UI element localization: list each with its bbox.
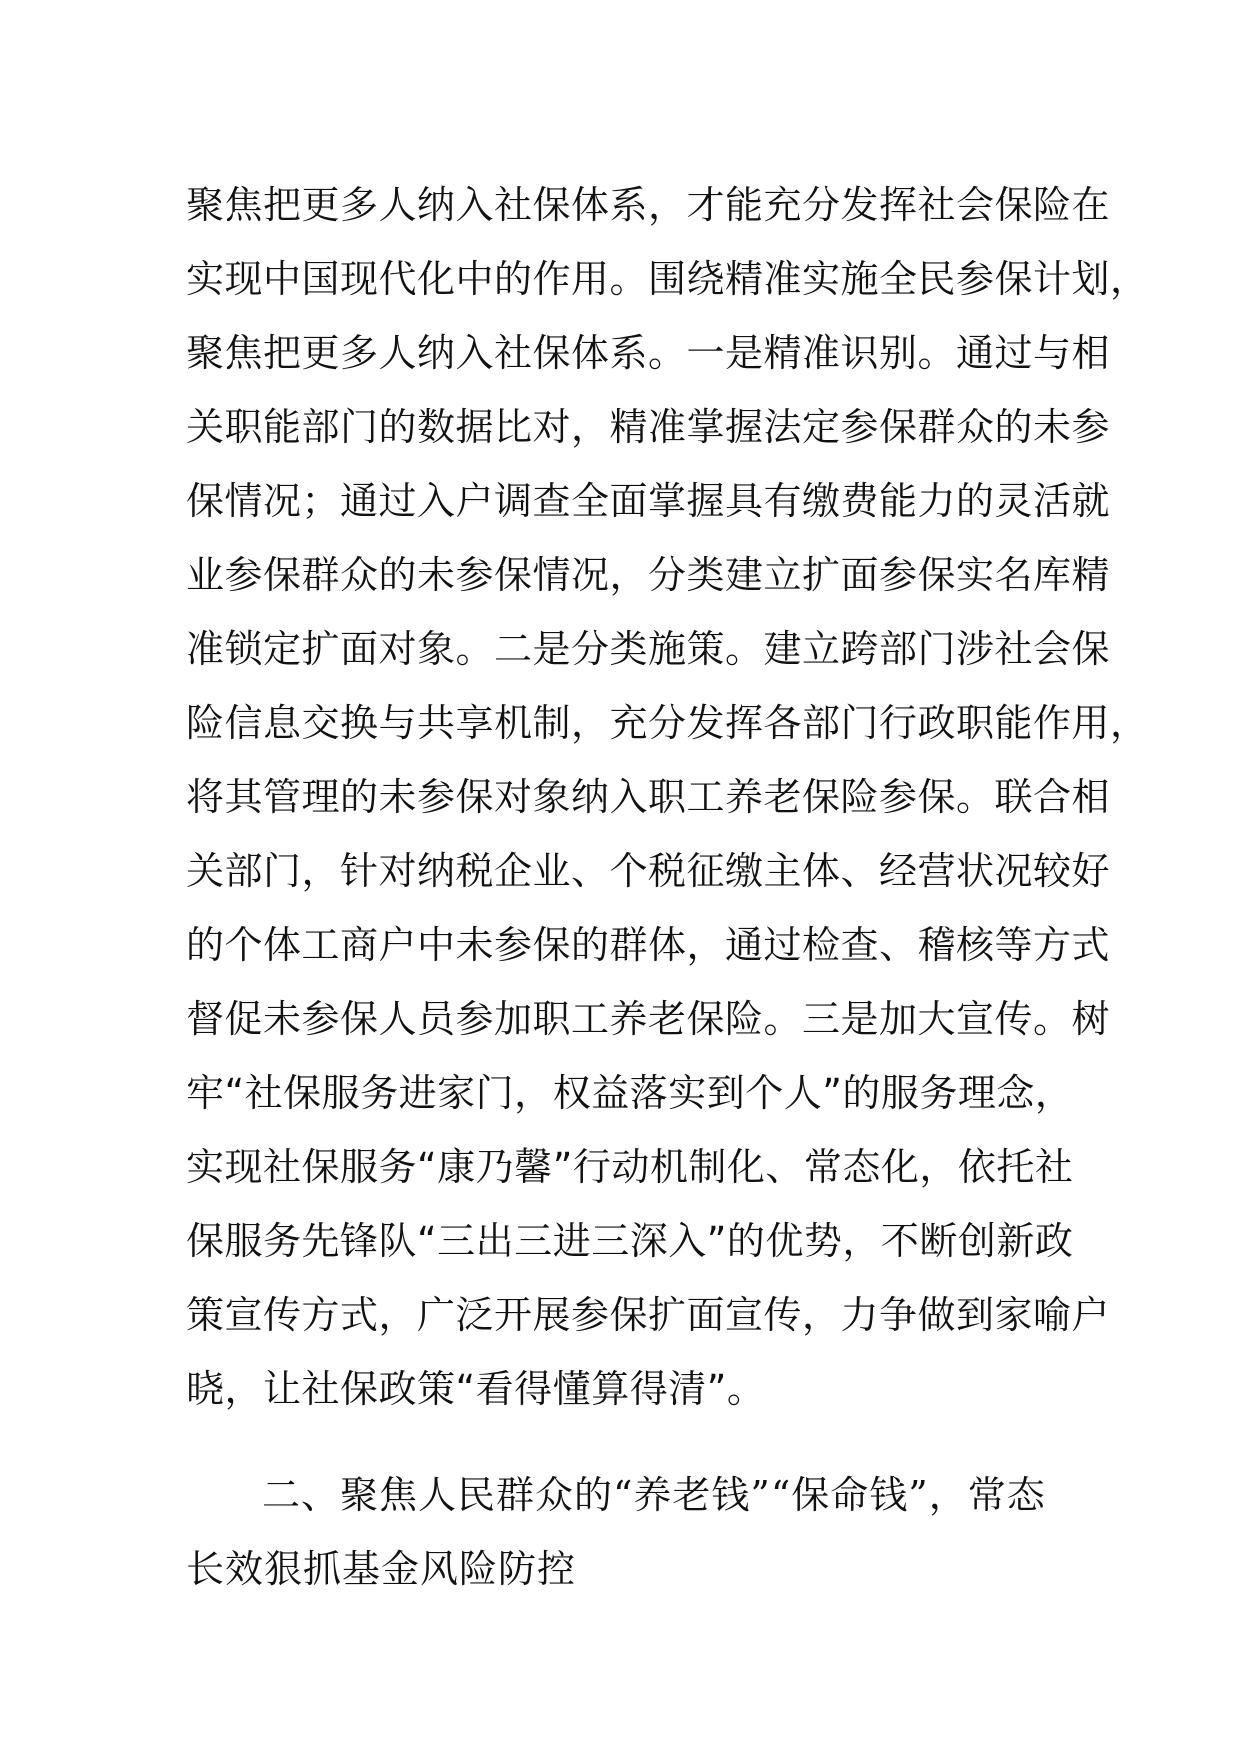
paragraph-line: 督促未参保人员参加职工养老保险。三是加大宣传。树 [186, 997, 1111, 1041]
paragraph-line: 牢“社保服务进家门，权益落实到个人”的服务理念， [186, 1071, 1074, 1115]
paragraph-line: 聚焦把更多人纳入社保体系。一是精准识别。通过与相 [186, 331, 1111, 375]
paragraph-line: 业参保群众的未参保情况，分类建立扩面参保实名库精 [186, 553, 1111, 597]
paragraph-line: 保服务先锋队“三出三进三深入”的优势，不断创新政 [186, 1219, 1074, 1263]
paragraph-line: 将其管理的未参保对象纳入职工养老保险参保。联合相 [186, 775, 1111, 819]
heading-line: 二、聚焦人民群众的“养老钱”“保命钱”，常态 [262, 1473, 1046, 1517]
paragraph-line: 的个体工商户中未参保的群体，通过检查、稽核等方式 [186, 923, 1111, 967]
paragraph-line: 聚焦把更多人纳入社保体系，才能充分发挥社会保险在 [186, 183, 1111, 227]
paragraph-line: 保情况；通过入户调查全面掌握具有缴费能力的灵活就 [186, 479, 1111, 523]
paragraph-line: 准锁定扩面对象。二是分类施策。建立跨部门涉社会保 [186, 627, 1111, 671]
heading-line: 长效狠抓基金风险防控 [186, 1547, 577, 1591]
section-heading [186, 1458, 1086, 1606]
paragraph-line: 险信息交换与共享机制，充分发挥各部门行政职能作用， [186, 701, 1149, 745]
paragraph-line: 关部门，针对纳税企业、个税征缴主体、经营状况较好 [186, 849, 1111, 893]
paragraph-line: 关职能部门的数据比对，精准掌握法定参保群众的未参 [186, 405, 1111, 449]
paragraph-line: 实现社保服务“康乃馨”行动机制化、常态化，依托社 [186, 1145, 1074, 1189]
paragraph-line: 晓，让社保政策“看得懂算得清”。 [186, 1367, 766, 1411]
body-paragraph [186, 168, 1149, 1426]
paragraph-line: 实现中国现代化中的作用。围绕精准实施全民参保计划， [186, 257, 1149, 301]
paragraph-line: 策宣传方式，广泛开展参保扩面宣传，力争做到家喻户 [186, 1293, 1111, 1337]
